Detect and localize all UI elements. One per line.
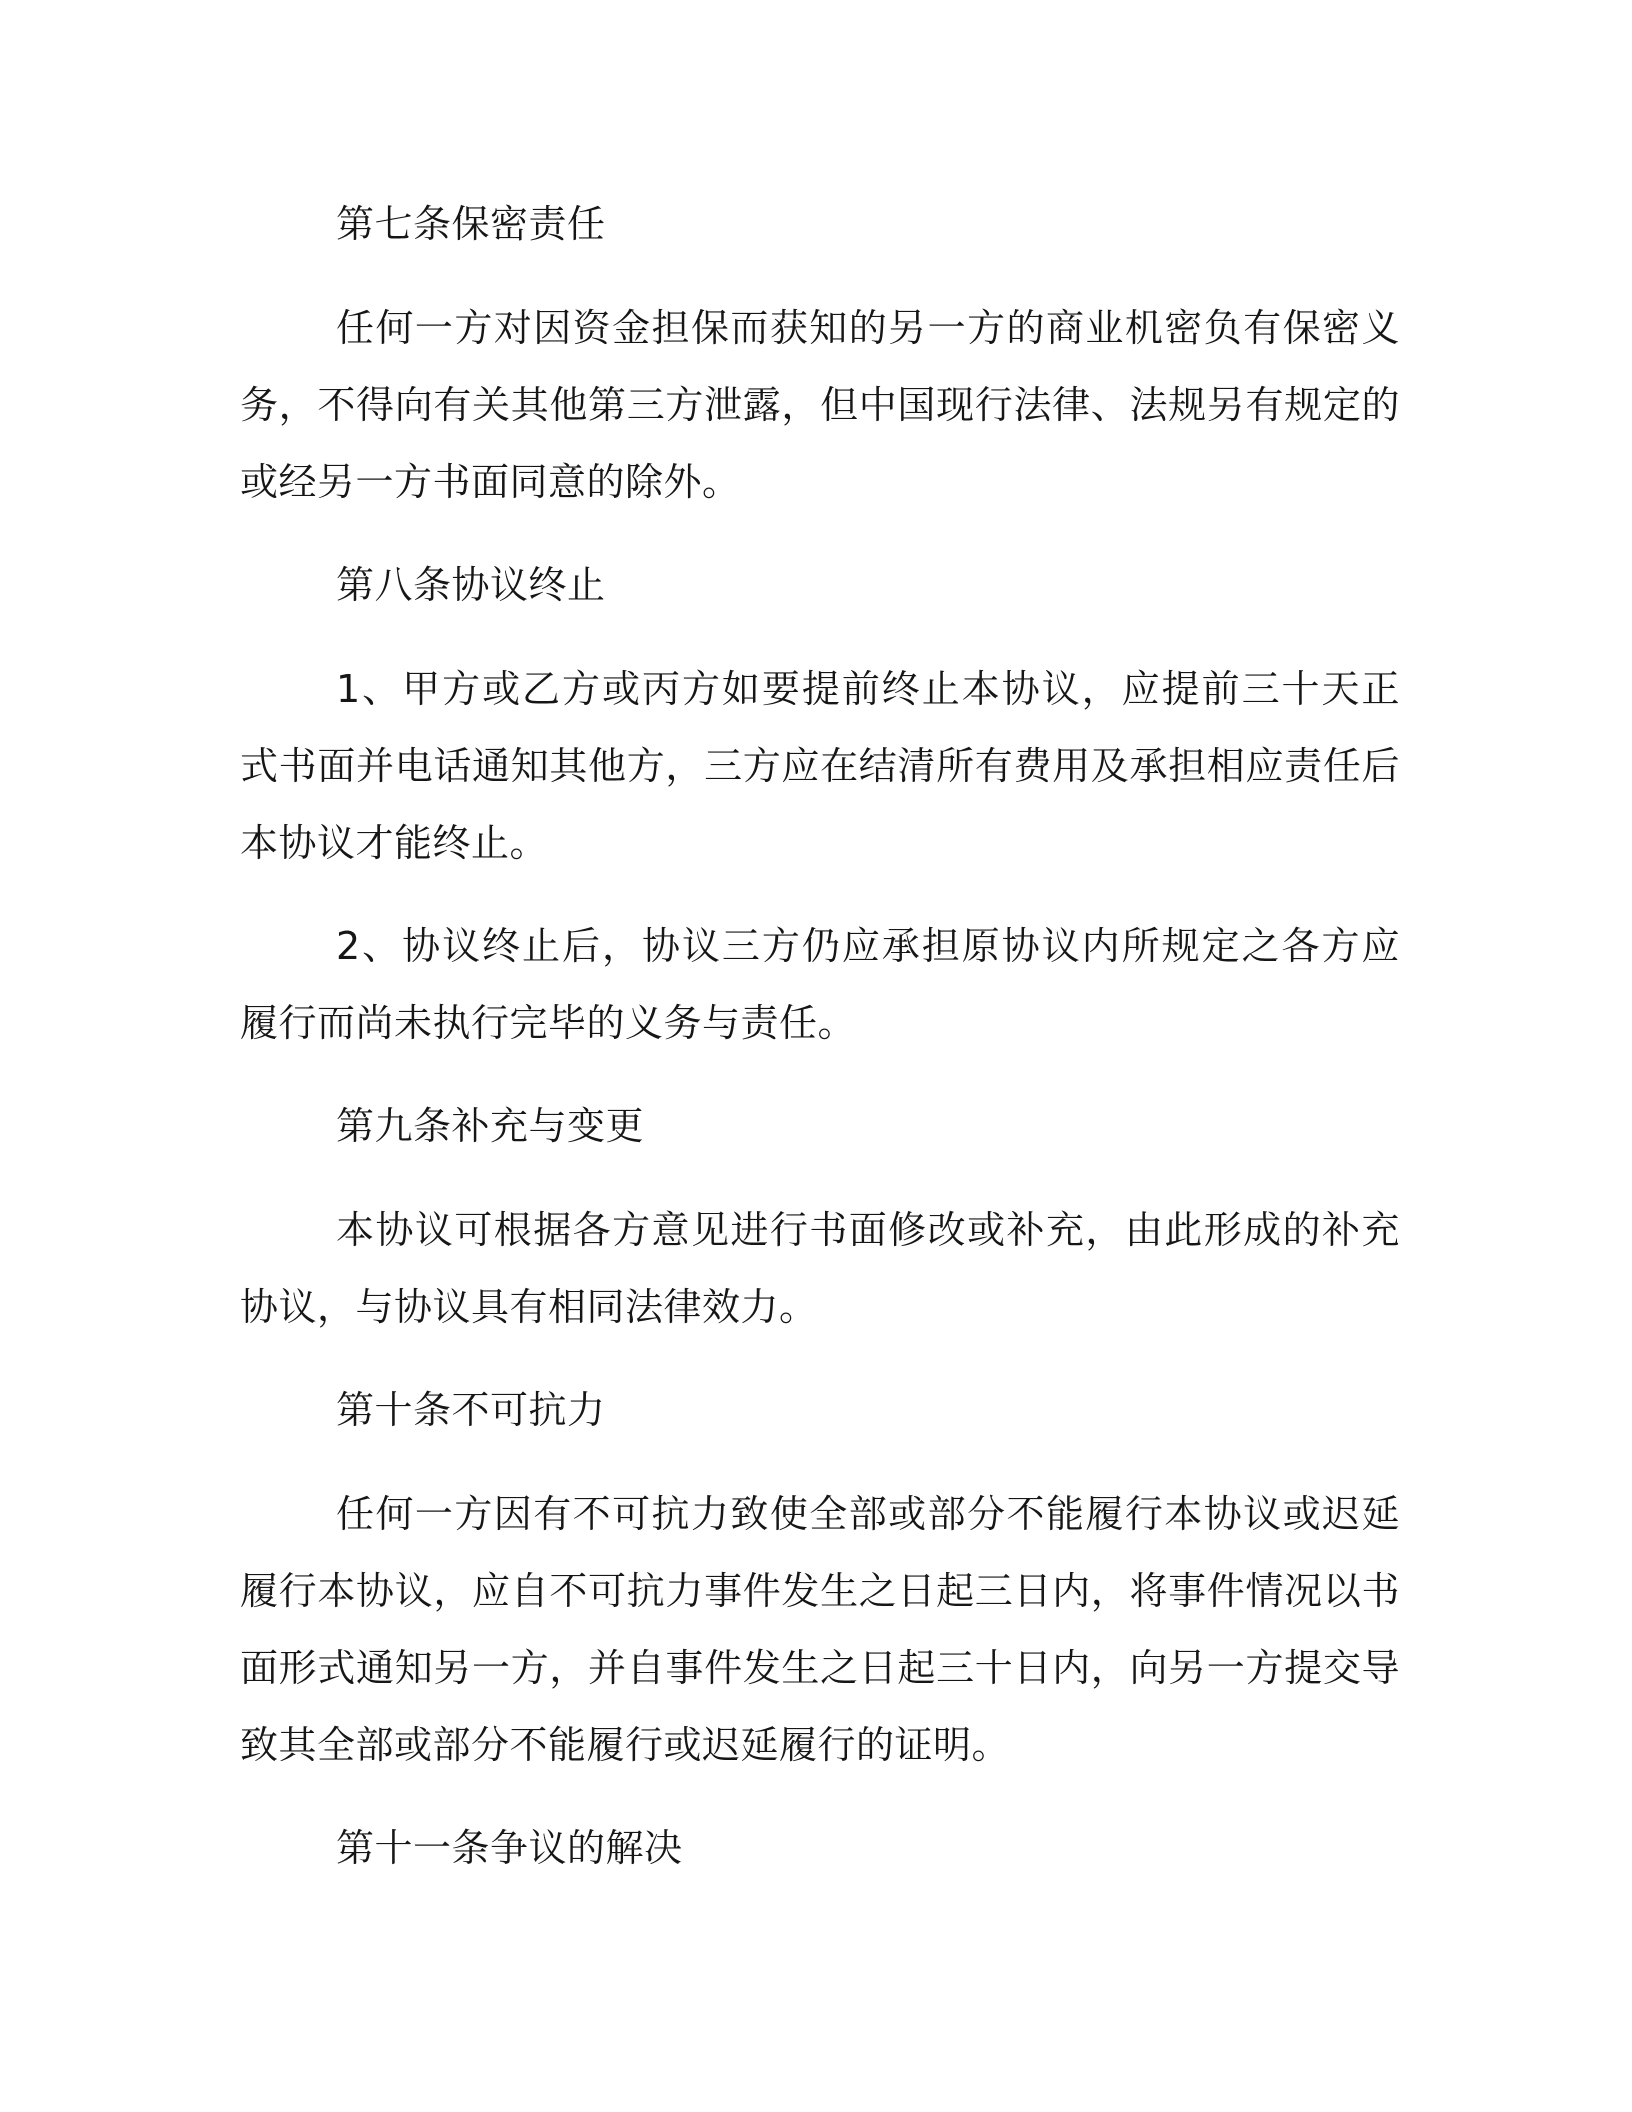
section-paragraph: 1、甲方或乙方或丙方如要提前终止本协议，应提前三十天正式书面并电话通知其他方，三方应在结清所有费用及承担相应责任后本协议才能终止。 — [240, 667, 1400, 865]
section-heading: 第八条协议终止 — [336, 563, 606, 607]
section-heading: 第十一条争议的解决 — [336, 1826, 683, 1870]
section-paragraph: 任何一方对因资金担保而获知的另一方的商业机密负有保密义务，不得向有关其他第三方泄露，但中国现行法律、法规另有规定的或经另一方书面同意的除外。 — [240, 306, 1400, 504]
document-body — [240, 186, 1400, 1914]
section-paragraph: 任何一方因有不可抗力致使全部或部分不能履行本协议或迟延履行本协议，应自不可抗力事件发生之日起三日内，将事件情况以书面形式通知另一方，并自事件发生之日起三十日内，向另一方提交导致其全部或部分不能履行或迟延履行的证明。 — [240, 1492, 1400, 1767]
section-heading: 第七条保密责任 — [336, 202, 606, 246]
section-paragraph: 2、协议终止后，协议三方仍应承担原协议内所规定之各方应履行而尚未执行完毕的义务与责任。 — [240, 924, 1400, 1045]
section-paragraph: 本协议可根据各方意见进行书面修改或补充，由此形成的补充协议，与协议具有相同法律效力。 — [240, 1208, 1400, 1329]
section-heading: 第九条补充与变更 — [336, 1104, 645, 1148]
section-heading: 第十条不可抗力 — [336, 1388, 606, 1432]
